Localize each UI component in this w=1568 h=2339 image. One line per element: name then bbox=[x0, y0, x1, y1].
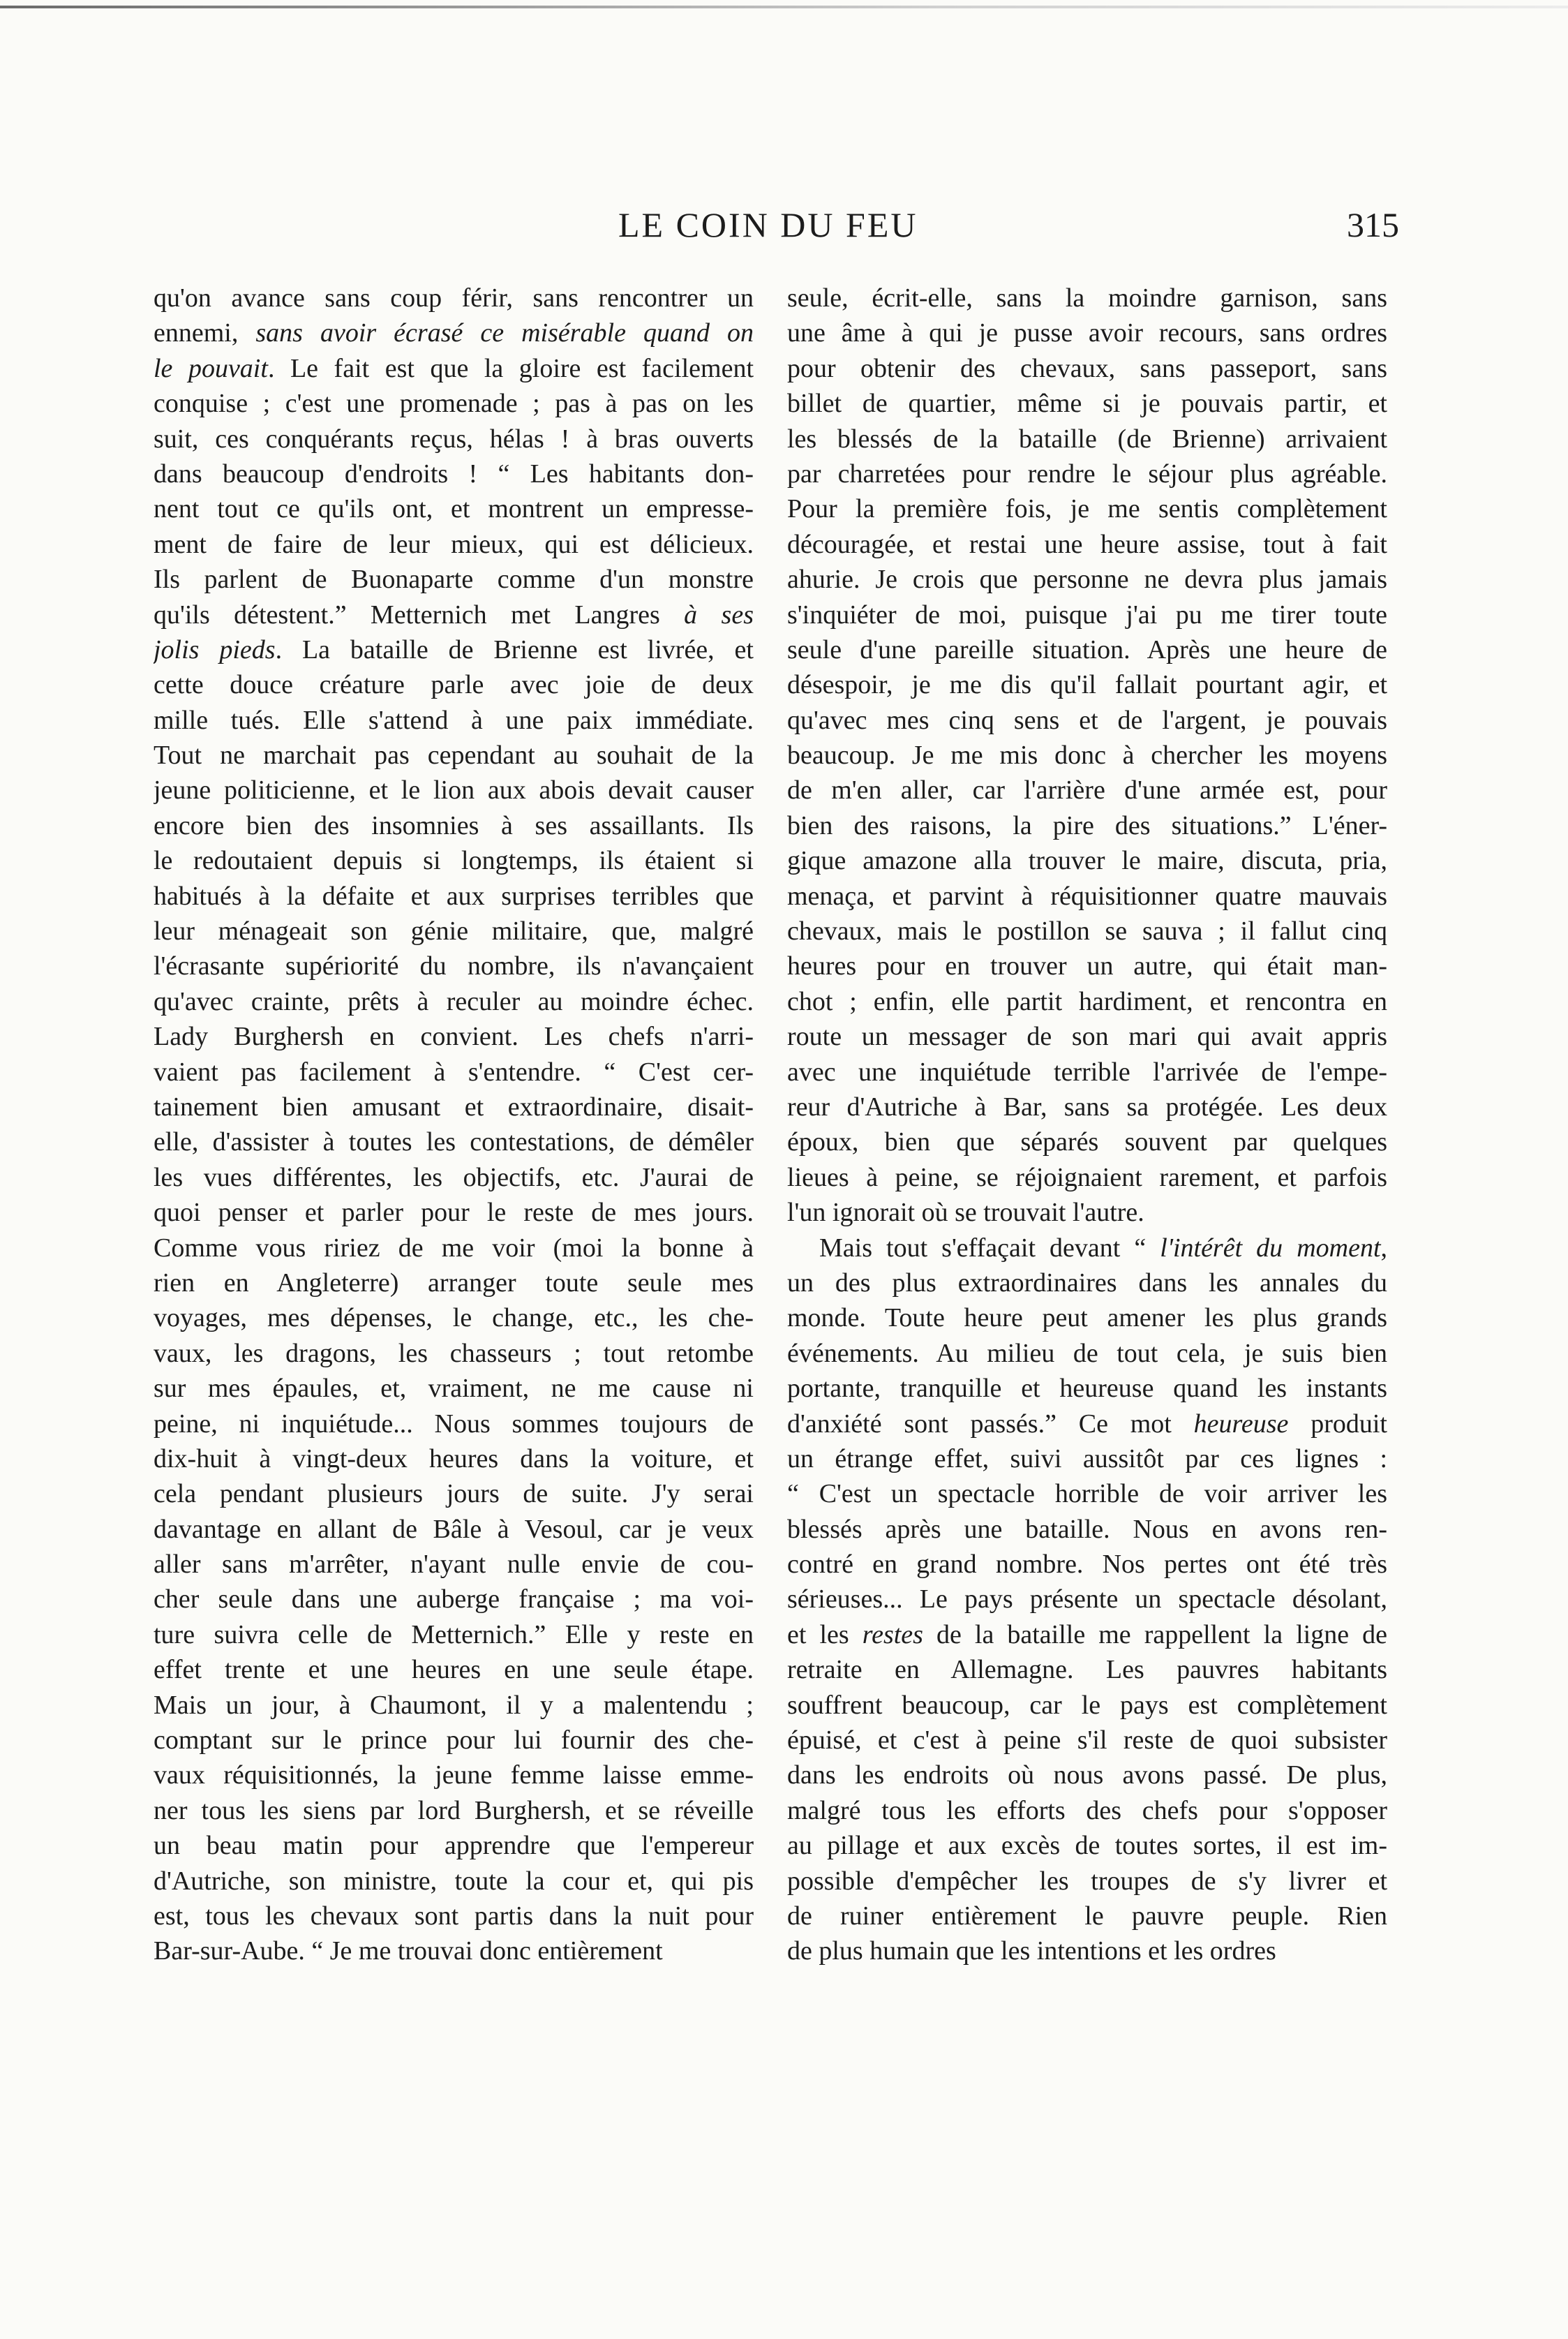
page-number: 315 bbox=[1347, 205, 1399, 244]
text-line: bien des raisons, la pire des situations.” L'éner- bbox=[787, 810, 1387, 840]
text-line: Pour la première fois, je me sentis complètement bbox=[787, 494, 1387, 524]
text-line: qu'ils détestent.” Metternich met Langres à ses bbox=[154, 600, 754, 630]
text-line: Comme vous ririez de me voir (moi la bonne à bbox=[154, 1233, 754, 1263]
text-line: menaça, et parvint à réquisitionner quatre mauvais bbox=[787, 881, 1387, 911]
text-line: quoi penser et parler pour le reste de mes jours. bbox=[154, 1198, 754, 1228]
text-line: Lady Burghersh en convient. Les chefs n'arri- bbox=[154, 1022, 754, 1052]
text-line: cher seule dans une auberge française ; ma voi- bbox=[154, 1584, 754, 1614]
text-line: est, tous les chevaux sont partis dans la nuit pour bbox=[154, 1901, 754, 1931]
text-line: dans les endroits où nous avons passé. De plus, bbox=[787, 1760, 1387, 1790]
text-line: de ruiner entièrement le pauvre peuple. Rien bbox=[787, 1901, 1387, 1931]
text-line: souffrent beaucoup, car le pays est complètement bbox=[787, 1690, 1387, 1720]
text-line: comptant sur le prince pour lui fournir des che- bbox=[154, 1725, 754, 1755]
text-line: Tout ne marchait pas cependant au souhait de la bbox=[154, 741, 754, 771]
text-line: époux, bien que séparés souvent par quelques bbox=[787, 1127, 1387, 1157]
text-line: elle, d'assister à toutes les contestations, de démêler bbox=[154, 1127, 754, 1157]
text-line: aller sans m'arrêter, n'ayant nulle envie de cou- bbox=[154, 1550, 754, 1580]
text-line: monde. Toute heure peut amener les plus grands bbox=[787, 1303, 1387, 1333]
text-line: un des plus extraordinaires dans les annales du bbox=[787, 1268, 1387, 1298]
text-line: s'inquiéter de moi, puisque j'ai pu me tirer toute bbox=[787, 600, 1387, 630]
text-line: ment de faire de leur mieux, qui est délicieux. bbox=[154, 529, 754, 559]
text-line: rien en Angleterre) arranger toute seule mes bbox=[154, 1268, 754, 1298]
text-line: vaux, les dragons, les chasseurs ; tout retombe bbox=[154, 1338, 754, 1368]
text-line: de m'en aller, car l'arrière d'une armée est, pour bbox=[787, 775, 1387, 805]
text-line: chevaux, mais le postillon se sauva ; il fallut cinq bbox=[787, 916, 1387, 946]
text-line: le redoutaient depuis si longtemps, ils étaient si bbox=[154, 846, 754, 876]
text-line: encore bien des insomnies à ses assaillants. Ils bbox=[154, 810, 754, 840]
text-line: lieues à peine, se réjoignaient rarement, et parfois bbox=[787, 1162, 1387, 1192]
text-line: dans beaucoup d'endroits ! “ Les habitants don- bbox=[154, 459, 754, 489]
text-line: malgré tous les efforts des chefs pour s'opposer bbox=[787, 1795, 1387, 1825]
text-line: par charretées pour rendre le séjour plus agréable. bbox=[787, 459, 1387, 489]
text-line: d'Autriche, son ministre, toute la cour et, qui pis bbox=[154, 1866, 754, 1896]
text-line: Mais un jour, à Chaumont, il y a malentendu ; bbox=[154, 1690, 754, 1720]
text-line: cette douce créature parle avec joie de deux bbox=[154, 670, 754, 700]
text-line: seule, écrit-elle, sans la moindre garnison, sans bbox=[787, 283, 1387, 313]
text-line: l'écrasante supériorité du nombre, ils n'avançaient bbox=[154, 951, 754, 981]
text-line: Mais tout s'effaçait devant “ l'intérêt du moment, bbox=[819, 1233, 1387, 1263]
text-line: “ C'est un spectacle horrible de voir arriver les bbox=[787, 1479, 1387, 1509]
text-line: effet trente et une heures en une seule étape. bbox=[154, 1655, 754, 1685]
text-line: reur d'Autriche à Bar, sans sa protégée. Les deux bbox=[787, 1092, 1387, 1122]
text-line: retraite en Allemagne. Les pauvres habitants bbox=[787, 1655, 1387, 1685]
text-line: suit, ces conquérants reçus, hélas ! à bras ouverts bbox=[154, 424, 754, 454]
text-line: vaux réquisitionnés, la jeune femme laisse emme- bbox=[154, 1760, 754, 1790]
text-line: conquise ; c'est une promenade ; pas à pas on les bbox=[154, 389, 754, 419]
text-line: chot ; enfin, elle partit hardiment, et rencontra en bbox=[787, 986, 1387, 1016]
text-line: contré en grand nombre. Nos pertes ont été très bbox=[787, 1550, 1387, 1580]
text-line: route un messager de son mari qui avait appris bbox=[787, 1022, 1387, 1052]
text-line: sérieuses... Le pays présente un spectacle désolant, bbox=[787, 1584, 1387, 1614]
text-line: peine, ni inquiétude... Nous sommes toujours de bbox=[154, 1409, 754, 1439]
text-line: Bar-sur-Aube. “ Je me trouvai donc entièrement bbox=[154, 1936, 663, 1966]
text-line: cela pendant plusieurs jours de suite. J'y serai bbox=[154, 1479, 754, 1509]
text-line: et les restes de la bataille me rappellent la ligne de bbox=[787, 1619, 1387, 1649]
text-line: gique amazone alla trouver le maire, discuta, pria, bbox=[787, 846, 1387, 876]
text-line: ahurie. Je crois que personne ne devra plus jamais bbox=[787, 565, 1387, 595]
text-line: habitués à la défaite et aux surprises terribles que bbox=[154, 881, 754, 911]
text-line: nent tout ce qu'ils ont, et montrent un empresse- bbox=[154, 494, 754, 524]
left-column bbox=[154, 281, 754, 1969]
text-line: avec une inquiétude terrible l'arrivée de l'empe- bbox=[787, 1057, 1387, 1087]
text-line: portante, tranquille et heureuse quand les instants bbox=[787, 1374, 1387, 1404]
text-line: d'anxiété sont passés.” Ce mot heureuse produit bbox=[787, 1409, 1387, 1439]
text-line: dix-huit à vingt-deux heures dans la voiture, et bbox=[154, 1443, 754, 1473]
text-line: tainement bien amusant et extraordinaire, disait- bbox=[154, 1092, 754, 1122]
text-line: ennemi, sans avoir écrasé ce misérable quand on bbox=[154, 318, 754, 348]
text-line: pour obtenir des chevaux, sans passeport, sans bbox=[787, 353, 1387, 383]
text-line: un beau matin pour apprendre que l'empereur bbox=[154, 1831, 754, 1861]
text-line: leur ménageait son génie militaire, que, malgré bbox=[154, 916, 754, 946]
scan-edge-rule bbox=[0, 6, 1568, 8]
right-column bbox=[787, 281, 1387, 1969]
text-line: qu'avec crainte, prêts à reculer au moindre échec. bbox=[154, 986, 754, 1016]
text-line: de plus humain que les intentions et les ordres bbox=[787, 1936, 1276, 1966]
text-line: vaient pas facilement à s'entendre. “ C'est cer- bbox=[154, 1057, 754, 1087]
text-line: sur mes épaules, et, vraiment, ne me cause ni bbox=[154, 1374, 754, 1404]
page-header bbox=[0, 204, 1568, 246]
text-line: possible d'empêcher les troupes de s'y livrer et bbox=[787, 1866, 1387, 1896]
text-line: jolis pieds. La bataille de Brienne est livrée, et bbox=[154, 634, 754, 664]
text-line: une âme à qui je pusse avoir recours, sans ordres bbox=[787, 318, 1387, 348]
text-line: ture suivra celle de Metternich.” Elle y reste en bbox=[154, 1619, 754, 1649]
text-line: billet de quartier, même si je pouvais partir, et bbox=[787, 389, 1387, 419]
text-line: désespoir, je me dis qu'il fallait pourtant agir, et bbox=[787, 670, 1387, 700]
text-line: jeune politicienne, et le lion aux abois devait causer bbox=[154, 775, 754, 805]
text-line: découragée, et restai une heure assise, tout à fait bbox=[787, 529, 1387, 559]
text-line: heures pour en trouver un autre, qui était man- bbox=[787, 951, 1387, 981]
text-line: les blessés de la bataille (de Brienne) arrivaient bbox=[787, 424, 1387, 454]
text-line: épuisé, et c'est à peine s'il reste de quoi subsister bbox=[787, 1725, 1387, 1755]
text-line: voyages, mes dépenses, le change, etc., les che- bbox=[154, 1303, 754, 1333]
text-line: qu'on avance sans coup férir, sans rencontrer un bbox=[154, 283, 754, 313]
text-line: Ils parlent de Buonaparte comme d'un monstre bbox=[154, 565, 754, 595]
text-line: qu'avec mes cinq sens et de l'argent, je pouvais bbox=[787, 705, 1387, 735]
text-line: seule d'une pareille situation. Après une heure de bbox=[787, 634, 1387, 664]
text-line: l'un ignorait où se trouvait l'autre. bbox=[787, 1198, 1144, 1228]
text-line: événements. Au milieu de tout cela, je suis bien bbox=[787, 1338, 1387, 1368]
text-line: blessés après une bataille. Nous en avons ren- bbox=[787, 1514, 1387, 1544]
text-line: davantage en allant de Bâle à Vesoul, car je veux bbox=[154, 1514, 754, 1544]
text-line: au pillage et aux excès de toutes sortes, il est im- bbox=[787, 1831, 1387, 1861]
text-line: beaucoup. Je me mis donc à chercher les moyens bbox=[787, 741, 1387, 771]
text-line: les vues différentes, les objectifs, etc. J'aurai de bbox=[154, 1162, 754, 1192]
text-line: mille tués. Elle s'attend à une paix immédiate. bbox=[154, 705, 754, 735]
text-line: ner tous les siens par lord Burghersh, et se réveille bbox=[154, 1795, 754, 1825]
text-line: le pouvait. Le fait est que la gloire est facilement bbox=[154, 353, 754, 383]
text-line: un étrange effet, suivi aussitôt par ces lignes : bbox=[787, 1443, 1387, 1473]
running-title: LE COIN DU FEU bbox=[618, 205, 918, 244]
